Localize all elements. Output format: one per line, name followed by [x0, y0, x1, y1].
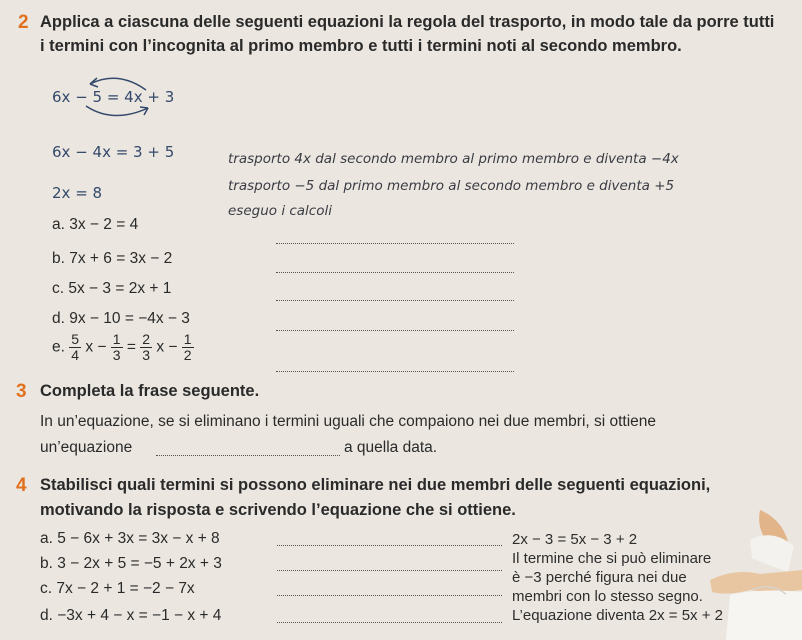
exercise-2-instruction-line2: i termini con l’incognita al primo membro e tutti i termini noti al secondo membro. [40, 37, 682, 55]
answer-blank-e[interactable] [276, 371, 514, 372]
answer-blank-c[interactable] [276, 300, 514, 301]
example-note-2: trasporto −5 dal primo membro al secondo membro e diventa +5 [228, 178, 675, 194]
exercise-3-line1: In un’equazione, se si eliminano i termini uguali che compaiono nei due membri, si ottiene [40, 413, 657, 430]
ex4-solution-line5: L’equazione diventa 2x = 5x + 2 [512, 607, 723, 624]
ex4-answer-blank-a[interactable] [277, 545, 502, 546]
ex4-answer-blank-b[interactable] [277, 570, 502, 571]
ex2-item-e: e. $\frac{5}{4}$ x − $\frac{1}{3}$ = $\frac{2}{3}$ x − $\frac{1}{2}$ [52, 331, 192, 363]
ex2-item-c: c. 5x − 3 = 2x + 1 [52, 280, 172, 297]
exercise-4-title-line2: motivando la risposta e scrivendo l’equazione che si ottiene. [40, 501, 516, 519]
answer-blank-b[interactable] [276, 272, 514, 273]
exercise-2-number: 2 [18, 12, 29, 33]
ex4-item-c: c. 7x − 2 + 1 = −2 − 7x [40, 580, 195, 597]
exercise-2-instruction-line1: Applica a ciascuna delle seguenti equazioni la regola del trasporto, in modo tale da porre tutti [40, 13, 775, 31]
ex4-solution-line2: Il termine che si può eliminare [512, 550, 712, 567]
exercise-3-line2-start: un’equazione [40, 439, 133, 456]
ex4-solution-line4: membri con lo stesso segno. [512, 588, 703, 605]
ex2-item-d: d. 9x − 10 = −4x − 3 [52, 310, 190, 327]
answer-blank-ex3[interactable] [156, 455, 340, 456]
ex4-solution-line1: 2x − 3 = 5x − 3 + 2 [512, 531, 638, 548]
answer-blank-d[interactable] [276, 330, 514, 331]
ex4-answer-blank-c[interactable] [277, 595, 502, 596]
exercise-3-line2-end: a quella data. [344, 439, 438, 456]
exercise-4-number: 4 [16, 475, 27, 496]
example-note-1: trasporto 4x dal secondo membro al primo membro e diventa −4x [228, 151, 679, 167]
example-equation-2: 6x − 4x = 3 + 5 [52, 143, 175, 161]
ex4-item-b: b. 3 − 2x + 5 = −5 + 2x + 3 [40, 555, 222, 572]
answer-blank-a[interactable] [276, 243, 514, 244]
example-note-3: eseguo i calcoli [228, 203, 332, 219]
woman-illustration [690, 510, 802, 640]
ex2-item-b: b. 7x + 6 = 3x − 2 [52, 250, 173, 267]
ex4-item-a: a. 5 − 6x + 3x = 3x − x + 8 [40, 530, 220, 547]
exercise-4-title-line1: Stabilisci quali termini si possono eliminare nei due membri delle seguenti equazioni, [40, 476, 711, 494]
ex2-item-a: a. 3x − 2 = 4 [52, 216, 139, 233]
ex4-answer-blank-d[interactable] [277, 622, 502, 623]
example-equation-1: 6x − 5 = 4x + 3 [52, 88, 175, 106]
example-equation-3: 2x = 8 [52, 184, 103, 202]
ex4-item-d: d. −3x + 4 − x = −1 − x + 4 [40, 607, 222, 624]
exercise-3-title: Completa la frase seguente. [40, 382, 260, 400]
ex4-solution-line3: è −3 perché figura nei due [512, 569, 687, 586]
exercise-3-number: 3 [16, 381, 27, 402]
